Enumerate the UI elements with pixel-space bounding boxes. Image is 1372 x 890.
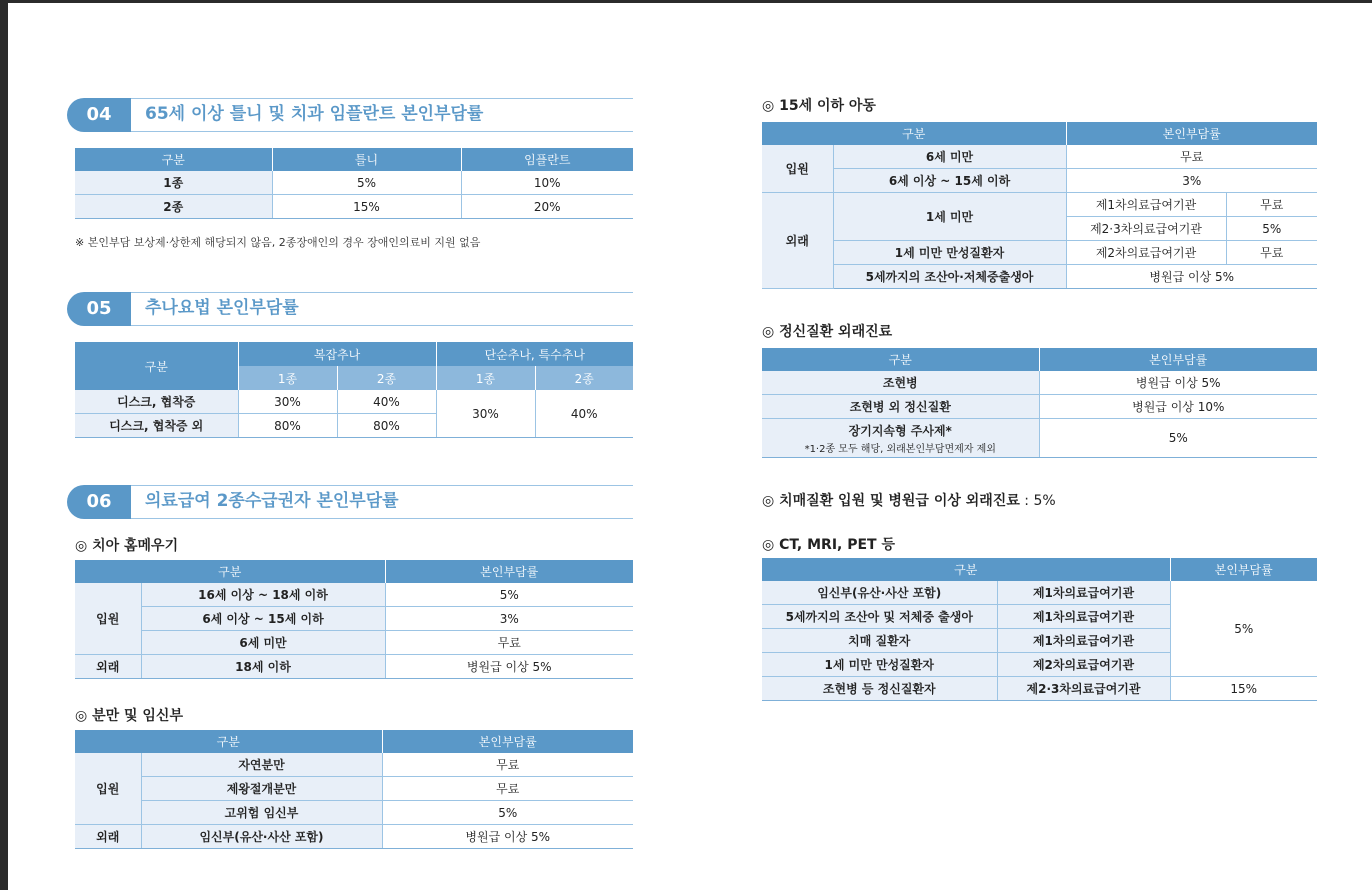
row-label: 1세 미만 — [833, 193, 1066, 241]
cell: 병원급 이상 5% — [1039, 371, 1317, 395]
row-label: 자연분만 — [141, 753, 382, 777]
table-row — [75, 777, 633, 801]
cell: 무료 — [385, 631, 633, 655]
table-row — [762, 169, 1317, 193]
row-label: 치매 질환자 — [762, 629, 997, 653]
row-label: 6세 이상 ~ 15세 이하 — [141, 607, 385, 631]
merged-cell: 30% — [436, 390, 535, 438]
col-header: 구분 — [762, 122, 1066, 145]
cell: 20% — [461, 195, 633, 219]
col-header: 본인부담률 — [385, 560, 633, 583]
cell: 3% — [385, 607, 633, 631]
cell: 5% — [1226, 217, 1317, 241]
col-header: 구분 — [75, 342, 238, 390]
cell: 병원급 이상 5% — [385, 655, 633, 679]
group-label: 입원 — [75, 583, 141, 655]
cell: 병원급 이상 10% — [1039, 395, 1317, 419]
dementia-line — [762, 490, 1056, 510]
section-04-header — [67, 98, 633, 132]
table-row — [762, 677, 1317, 701]
row-label: 조현병 — [762, 371, 1039, 395]
table-row — [75, 390, 633, 414]
table-row — [762, 241, 1317, 265]
section-06-header — [67, 485, 633, 519]
cell: 3% — [1066, 169, 1317, 193]
cell: 5% — [272, 171, 461, 195]
row-label: 조현병 등 정신질환자 — [762, 677, 997, 701]
table-row — [762, 265, 1317, 289]
table-row — [75, 753, 633, 777]
row-label: 조현병 외 정신질환 — [762, 395, 1039, 419]
group-label: 외래 — [75, 825, 141, 849]
row-label: 5세까지의 조산아·저체중출생아 — [833, 265, 1066, 289]
row-label: 제2차의료급여기관 — [997, 653, 1170, 677]
cell: 30% — [238, 390, 337, 414]
cell: 무료 — [382, 753, 633, 777]
table-row — [762, 145, 1317, 169]
section-05-header — [67, 292, 633, 326]
group-label: 입원 — [75, 753, 141, 825]
section-04-note: ※ 본인부담 보상제·상한제 해당되지 않음, 2종장애인의 경우 장애인의료비 지원 없음 — [75, 236, 481, 249]
table-row — [75, 655, 633, 679]
row-label: 고위험 임신부 — [141, 801, 382, 825]
child-table — [762, 122, 1317, 289]
row-footnote: *1·2종 모두 해당, 외래본인부담면제자 제외 — [804, 443, 996, 455]
row-label: 임신부(유산·사산 포함) — [762, 581, 997, 605]
table-row — [75, 195, 633, 219]
row-label: 1세 미만 만성질환자 — [833, 241, 1066, 265]
sub-header: 2종 — [337, 366, 436, 390]
cell: 병원급 이상 5% — [382, 825, 633, 849]
col-header: 본인부담률 — [1066, 122, 1317, 145]
table-row — [762, 419, 1317, 458]
birth-pregnancy-table — [75, 730, 633, 849]
cell: 5% — [1039, 419, 1317, 458]
table-row — [762, 371, 1317, 395]
col-header: 본인부담률 — [1039, 348, 1317, 371]
ct-mri-table — [762, 558, 1317, 701]
cell: 40% — [337, 390, 436, 414]
section-number: 06 — [67, 485, 131, 519]
table-row — [75, 825, 633, 849]
cell: 제1차의료급여기관 — [1066, 193, 1226, 217]
cell: 무료 — [1226, 193, 1317, 217]
row-label: 1세 미만 만성질환자 — [762, 653, 997, 677]
cell: 병원급 이상 5% — [1066, 265, 1317, 289]
row-label: 6세 이상 ~ 15세 이하 — [833, 169, 1066, 193]
mental-heading: ◎ 정신질환 외래진료 — [762, 324, 893, 340]
row-label: 2종 — [75, 195, 272, 219]
window-top-border — [0, 0, 1372, 3]
cell: 제2차의료급여기관 — [1066, 241, 1226, 265]
dementia-heading: ◎ 치매질환 입원 및 병원급 이상 외래진료 — [762, 493, 1020, 509]
row-label: 1종 — [75, 171, 272, 195]
row-label: 18세 이하 — [141, 655, 385, 679]
cell: 5% — [382, 801, 633, 825]
row-label: 제1차의료급여기관 — [997, 605, 1170, 629]
row-label: 임신부(유산·사산 포함) — [141, 825, 382, 849]
table-row — [75, 801, 633, 825]
col-header: 구분 — [762, 558, 1170, 581]
merged-cell: 40% — [535, 390, 633, 438]
col-header: 임플란트 — [461, 148, 633, 171]
section-number: 05 — [67, 292, 131, 326]
cell: 80% — [337, 414, 436, 438]
dementia-rate: : 5% — [1019, 493, 1056, 509]
row-label: 제왕절개분만 — [141, 777, 382, 801]
dental-sealant-table — [75, 560, 633, 679]
group-label: 입원 — [762, 145, 833, 193]
row-label — [762, 419, 1039, 458]
row-label: 제1차의료급여기관 — [997, 629, 1170, 653]
row-label: 디스크, 협착증 외 — [75, 414, 238, 438]
table-row — [762, 581, 1317, 605]
cell: 15% — [1170, 677, 1317, 701]
col-header: 구분 — [75, 560, 385, 583]
section-title: 추나요법 본인부담률 — [145, 298, 299, 318]
birth-pregnancy-heading: ◎ 분만 및 임신부 — [75, 708, 183, 724]
cell: 15% — [272, 195, 461, 219]
chuna-table — [75, 342, 633, 438]
mental-table — [762, 348, 1317, 458]
row-label: 제2·3차의료급여기관 — [997, 677, 1170, 701]
cell: 무료 — [382, 777, 633, 801]
cell: 10% — [461, 171, 633, 195]
col-header: 구분 — [75, 730, 382, 753]
row-label-text: 장기지속형 주사제* — [848, 423, 952, 438]
col-group-header: 단순추나, 특수추나 — [436, 342, 633, 366]
section-title: 65세 이상 틀니 및 치과 임플란트 본인부담률 — [145, 104, 484, 124]
col-header: 구분 — [75, 148, 272, 171]
cell: 무료 — [1066, 145, 1317, 169]
col-header: 구분 — [762, 348, 1039, 371]
col-header: 본인부담률 — [382, 730, 633, 753]
col-group-header: 복잡추나 — [238, 342, 436, 366]
section-number: 04 — [67, 98, 131, 132]
sub-header: 1종 — [238, 366, 337, 390]
table-row — [75, 631, 633, 655]
row-label: 5세까지의 조산아 및 저체중 출생아 — [762, 605, 997, 629]
cell: 제2·3차의료급여기관 — [1066, 217, 1226, 241]
table-row — [75, 607, 633, 631]
window-left-border — [0, 0, 8, 890]
group-label: 외래 — [762, 193, 833, 289]
table-row — [75, 171, 633, 195]
row-label: 6세 미만 — [833, 145, 1066, 169]
sub-header: 1종 — [436, 366, 535, 390]
cell: 5% — [385, 583, 633, 607]
cell: 80% — [238, 414, 337, 438]
table-row — [762, 395, 1317, 419]
sub-header: 2종 — [535, 366, 633, 390]
section-title: 의료급여 2종수급권자 본인부담률 — [145, 491, 399, 511]
row-label: 6세 미만 — [141, 631, 385, 655]
row-label: 16세 이상 ~ 18세 이하 — [141, 583, 385, 607]
child-heading: ◎ 15세 이하 아동 — [762, 98, 876, 114]
dental-sealant-heading: ◎ 치아 홈메우기 — [75, 538, 179, 554]
denture-implant-table — [75, 148, 633, 219]
col-header: 본인부담률 — [1170, 558, 1317, 581]
col-header: 틀니 — [272, 148, 461, 171]
cell: 무료 — [1226, 241, 1317, 265]
merged-cell: 5% — [1170, 581, 1317, 677]
table-row — [75, 583, 633, 607]
table-row — [762, 193, 1317, 217]
ct-heading: ◎ CT, MRI, PET 등 — [762, 537, 895, 553]
row-label: 제1차의료급여기관 — [997, 581, 1170, 605]
group-label: 외래 — [75, 655, 141, 679]
row-label: 디스크, 협착증 — [75, 390, 238, 414]
